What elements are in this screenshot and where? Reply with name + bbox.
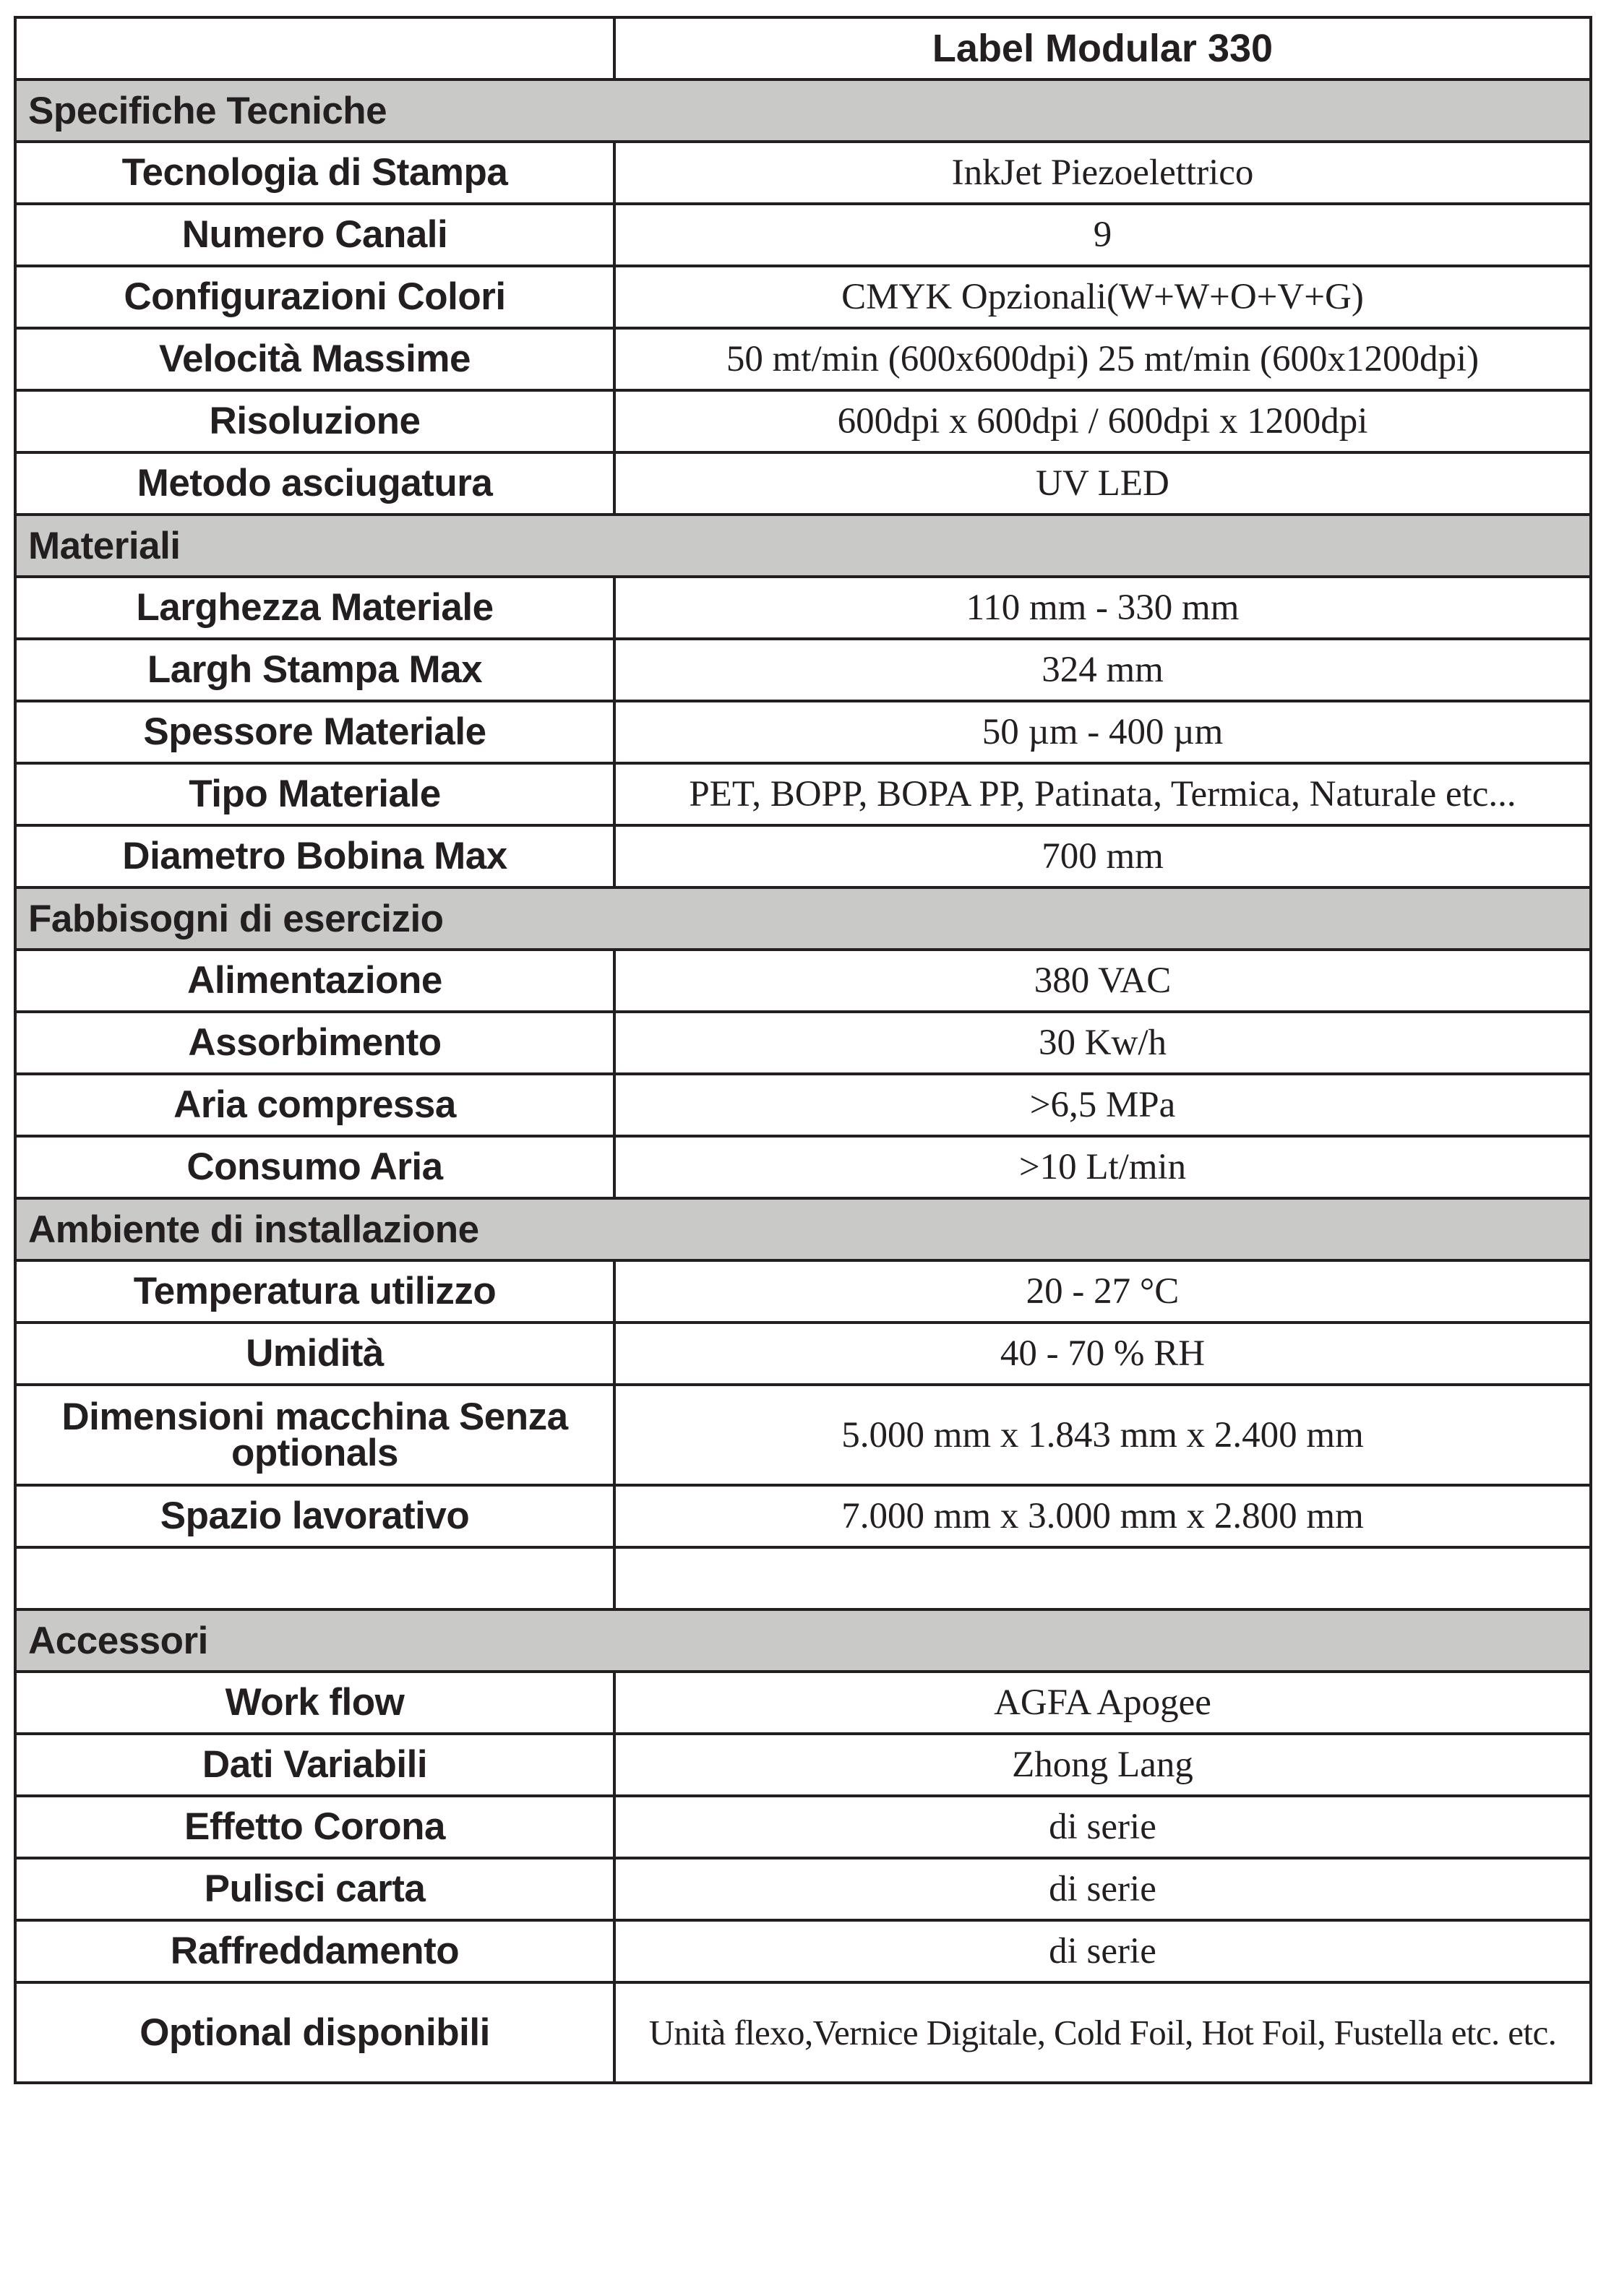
row-value xyxy=(614,1547,1591,1609)
table-row xyxy=(15,1323,1591,1385)
table-row xyxy=(15,1672,1591,1734)
row-value: 380 VAC xyxy=(614,950,1591,1012)
row-value: 50 mt/min (600x600dpi) 25 mt/min (600x1200dpi) xyxy=(614,328,1591,390)
header-row xyxy=(15,17,1591,79)
table-row xyxy=(15,1858,1591,1920)
row-value: 40 - 70 % RH xyxy=(614,1323,1591,1385)
section-title: Materiali xyxy=(15,515,1591,577)
row-label: Larghezza Materiale xyxy=(15,577,614,639)
section-header xyxy=(15,79,1591,142)
row-label: Dimensioni macchina Senza optionals xyxy=(15,1385,614,1485)
row-label: Diametro Bobina Max xyxy=(15,825,614,887)
row-label: Dati Variabili xyxy=(15,1734,614,1796)
row-label: Risoluzione xyxy=(15,390,614,452)
row-value: 110 mm - 330 mm xyxy=(614,577,1591,639)
section-header xyxy=(15,515,1591,577)
row-label: Effetto Corona xyxy=(15,1796,614,1858)
table-row xyxy=(15,1734,1591,1796)
row-value: 7.000 mm x 3.000 mm x 2.800 mm xyxy=(614,1485,1591,1547)
row-value: 50 µm - 400 µm xyxy=(614,701,1591,763)
row-value: 30 Kw/h xyxy=(614,1012,1591,1074)
row-label: Assorbimento xyxy=(15,1012,614,1074)
row-label: Numero Canali xyxy=(15,204,614,266)
row-value: 9 xyxy=(614,204,1591,266)
row-value: 20 - 27 °C xyxy=(614,1260,1591,1323)
table-row xyxy=(15,266,1591,328)
section-title: Specifiche Tecniche xyxy=(15,79,1591,142)
row-label: Metodo asciugatura xyxy=(15,452,614,515)
row-value: >6,5 MPa xyxy=(614,1074,1591,1136)
row-label: Consumo Aria xyxy=(15,1136,614,1198)
row-label: Work flow xyxy=(15,1672,614,1734)
table-row xyxy=(15,328,1591,390)
row-value: di serie xyxy=(614,1920,1591,1982)
table-row xyxy=(15,639,1591,701)
row-label: Spessore Materiale xyxy=(15,701,614,763)
row-label: Spazio lavorativo xyxy=(15,1485,614,1547)
table-row xyxy=(15,1012,1591,1074)
row-label: Raffreddamento xyxy=(15,1920,614,1982)
row-value: di serie xyxy=(614,1796,1591,1858)
row-label: Alimentazione xyxy=(15,950,614,1012)
row-value: Zhong Lang xyxy=(614,1734,1591,1796)
table-row xyxy=(15,763,1591,825)
table-row xyxy=(15,1982,1591,2083)
table-row xyxy=(15,825,1591,887)
row-value: AGFA Apogee xyxy=(614,1672,1591,1734)
row-label: Tecnologia di Stampa xyxy=(15,142,614,204)
row-label: Umidità xyxy=(15,1323,614,1385)
row-value: >10 Lt/min xyxy=(614,1136,1591,1198)
table-row xyxy=(15,390,1591,452)
section-title: Fabbisogni di esercizio xyxy=(15,887,1591,950)
row-label: Temperatura utilizzo xyxy=(15,1260,614,1323)
row-label: Largh Stampa Max xyxy=(15,639,614,701)
row-label: Velocità Massime xyxy=(15,328,614,390)
table-row xyxy=(15,701,1591,763)
product-name: Label Modular 330 xyxy=(614,17,1591,79)
table-row xyxy=(15,1385,1591,1485)
spec-table xyxy=(14,16,1592,2084)
section-header xyxy=(15,1198,1591,1260)
table-row xyxy=(15,1136,1591,1198)
row-label: Tipo Materiale xyxy=(15,763,614,825)
row-value: Unità flexo,Vernice Digitale, Cold Foil, Hot Foil, Fustella etc. etc. xyxy=(614,1982,1591,2083)
row-label: Pulisci carta xyxy=(15,1858,614,1920)
table-row xyxy=(15,1074,1591,1136)
row-label xyxy=(15,1547,614,1609)
row-value: UV LED xyxy=(614,452,1591,515)
table-row xyxy=(15,142,1591,204)
table-row xyxy=(15,1485,1591,1547)
table-row xyxy=(15,1260,1591,1323)
table-row xyxy=(15,1920,1591,1982)
table-row xyxy=(15,950,1591,1012)
section-title: Accessori xyxy=(15,1609,1591,1672)
row-value: di serie xyxy=(614,1858,1591,1920)
table-row xyxy=(15,1796,1591,1858)
row-value: CMYK Opzionali(W+W+O+V+G) xyxy=(614,266,1591,328)
row-value: 324 mm xyxy=(614,639,1591,701)
row-value: 5.000 mm x 1.843 mm x 2.400 mm xyxy=(614,1385,1591,1485)
row-value: 600dpi x 600dpi / 600dpi x 1200dpi xyxy=(614,390,1591,452)
row-label: Optional disponibili xyxy=(15,1982,614,2083)
section-title: Ambiente di installazione xyxy=(15,1198,1591,1260)
row-value: 700 mm xyxy=(614,825,1591,887)
table-row xyxy=(15,577,1591,639)
table-row xyxy=(15,452,1591,515)
header-empty-cell xyxy=(15,17,614,79)
row-value: InkJet Piezoelettrico xyxy=(614,142,1591,204)
section-header xyxy=(15,887,1591,950)
row-label: Configurazioni Colori xyxy=(15,266,614,328)
row-value: PET, BOPP, BOPA PP, Patinata, Termica, Naturale etc... xyxy=(614,763,1591,825)
section-header xyxy=(15,1609,1591,1672)
table-row xyxy=(15,204,1591,266)
empty-row xyxy=(15,1547,1591,1609)
row-label: Aria compressa xyxy=(15,1074,614,1136)
